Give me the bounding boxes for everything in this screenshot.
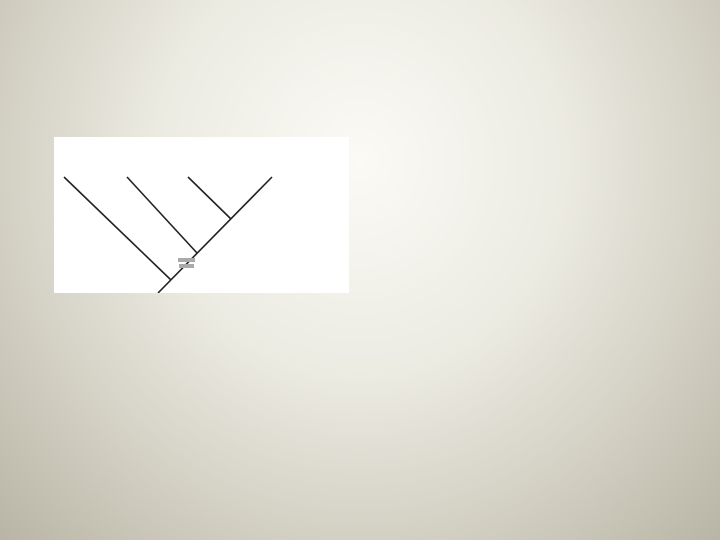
tree-panel-a [54, 137, 349, 293]
tree-diagram-a [54, 137, 349, 293]
tree-branches [64, 177, 272, 293]
